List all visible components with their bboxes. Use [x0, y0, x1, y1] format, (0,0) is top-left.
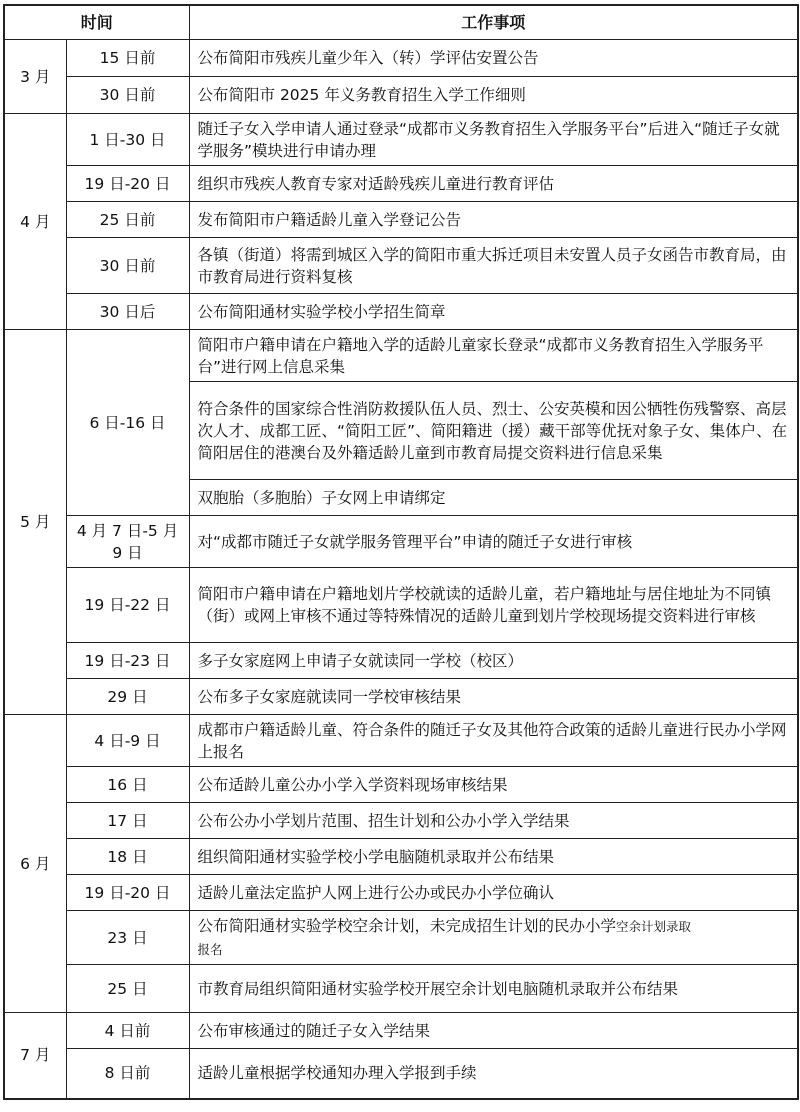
row-item: 简阳市户籍申请在户籍地入学的适龄儿童家长登录“成都市义务教育招生入学服务平台”进行网上信息采集 [189, 330, 798, 382]
row-date: 19 日-22 日 [66, 568, 189, 643]
month-june: 6 月 [4, 715, 66, 1013]
row-date: 19 日-20 日 [66, 875, 189, 911]
month-march: 3 月 [4, 40, 66, 114]
row-date: 30 日前 [66, 238, 189, 294]
table-row [4, 1049, 798, 1099]
table-row [4, 330, 798, 382]
row-date: 25 日前 [66, 202, 189, 238]
header-time: 时间 [4, 5, 189, 40]
row-date: 8 日前 [66, 1049, 189, 1099]
row-date: 1 日-30 日 [66, 114, 189, 166]
header-row [4, 5, 798, 40]
row-date: 30 日前 [66, 77, 189, 114]
table-row [4, 875, 798, 911]
row-date: 30 日后 [66, 294, 189, 330]
row-date: 18 日 [66, 839, 189, 875]
row-item [189, 911, 798, 965]
row-item: 公布简阳市 2025 年义务教育招生入学工作细则 [189, 77, 798, 114]
row-item: 成都市户籍适龄儿童、符合条件的随迁子女及其他符合政策的适龄儿童进行民办小学网上报名 [189, 715, 798, 767]
row-date: 19 日-23 日 [66, 643, 189, 679]
row-date: 25 日 [66, 965, 189, 1013]
row-item: 适龄儿童根据学校通知办理入学报到手续 [189, 1049, 798, 1099]
table-row [4, 77, 798, 114]
table-row [4, 202, 798, 238]
row-date: 16 日 [66, 767, 189, 803]
row-item: 公布公办小学划片范围、招生计划和公办小学入学结果 [189, 803, 798, 839]
table-row [4, 1013, 798, 1049]
table-row [4, 166, 798, 202]
table-row [4, 679, 798, 715]
table-row [4, 839, 798, 875]
month-july: 7 月 [4, 1013, 66, 1099]
row-date: 15 日前 [66, 40, 189, 77]
table-row [4, 643, 798, 679]
row-item: 发布简阳市户籍适龄儿童入学登记公告 [189, 202, 798, 238]
row-item: 公布简阳市残疾儿童少年入（转）学评估安置公告 [189, 40, 798, 77]
row-date: 4 月 7 日-5 月 9 日 [66, 516, 189, 568]
row-item: 公布多子女家庭就读同一学校审核结果 [189, 679, 798, 715]
row-date: 19 日-20 日 [66, 166, 189, 202]
schedule-table-wrapper [3, 4, 797, 1100]
row-item: 双胞胎（多胞胎）子女网上申请绑定 [189, 480, 798, 516]
row-item: 公布适龄儿童公办小学入学资料现场审核结果 [189, 767, 798, 803]
header-work-items: 工作事项 [189, 5, 798, 40]
row-item-text-b: 空余计划录取 [616, 918, 692, 934]
row-date: 6 日-16 日 [66, 330, 189, 516]
row-item: 组织市残疾人教育专家对适龄残疾儿童进行教育评估 [189, 166, 798, 202]
row-item-text-c: 报名 [197, 941, 223, 957]
row-date: 17 日 [66, 803, 189, 839]
row-item: 组织简阳通材实验学校小学电脑随机录取并公布结果 [189, 839, 798, 875]
table-row [4, 516, 798, 568]
table-row [4, 715, 798, 767]
row-item: 公布审核通过的随迁子女入学结果 [189, 1013, 798, 1049]
table-row [4, 40, 798, 77]
row-item-text-a: 公布简阳通材实验学校空余计划，未完成招生计划的民办小学 [197, 916, 617, 935]
month-may: 5 月 [4, 330, 66, 715]
table-row [4, 114, 798, 166]
row-item: 随迁子女入学申请人通过登录“成都市义务教育招生入学服务平台”后进入“随迁子女就学服务”模块进行申请办理 [189, 114, 798, 166]
row-date: 4 日-9 日 [66, 715, 189, 767]
row-item: 简阳市户籍申请在户籍地划片学校就读的适龄儿童，若户籍地址与居住地址为不同镇（街）或网上审核不通过等特殊情况的适龄儿童到划片学校现场提交资料进行审核 [189, 568, 798, 643]
row-date: 29 日 [66, 679, 189, 715]
table-row [4, 294, 798, 330]
row-item: 对“成都市随迁子女就学服务管理平台”申请的随迁子女进行审核 [189, 516, 798, 568]
row-item: 多子女家庭网上申请子女就读同一学校（校区） [189, 643, 798, 679]
row-item: 适龄儿童法定监护人网上进行公办或民办小学位确认 [189, 875, 798, 911]
row-item: 公布简阳通材实验学校小学招生简章 [189, 294, 798, 330]
row-item: 各镇（街道）将需到城区入学的简阳市重大拆迁项目未安置人员子女函告市教育局，由市教育局进行资料复核 [189, 238, 798, 294]
row-item: 符合条件的国家综合性消防救援队伍人员、烈士、公安英模和因公牺牲伤残警察、高层次人才、成都工匠、“简阳工匠”、简阳籍进（援）藏干部等优抚对象子女、集体户、在简阳居住的港澳台及外籍适龄儿童到市教育局提交资料进行信息采集 [189, 382, 798, 480]
month-april: 4 月 [4, 114, 66, 330]
enrollment-schedule-table [3, 4, 799, 1100]
row-date: 23 日 [66, 911, 189, 965]
table-row [4, 238, 798, 294]
row-date: 4 日前 [66, 1013, 189, 1049]
table-row [4, 965, 798, 1013]
table-row [4, 767, 798, 803]
table-row [4, 911, 798, 965]
table-row [4, 803, 798, 839]
table-row [4, 568, 798, 643]
row-item: 市教育局组织简阳通材实验学校开展空余计划电脑随机录取并公布结果 [189, 965, 798, 1013]
